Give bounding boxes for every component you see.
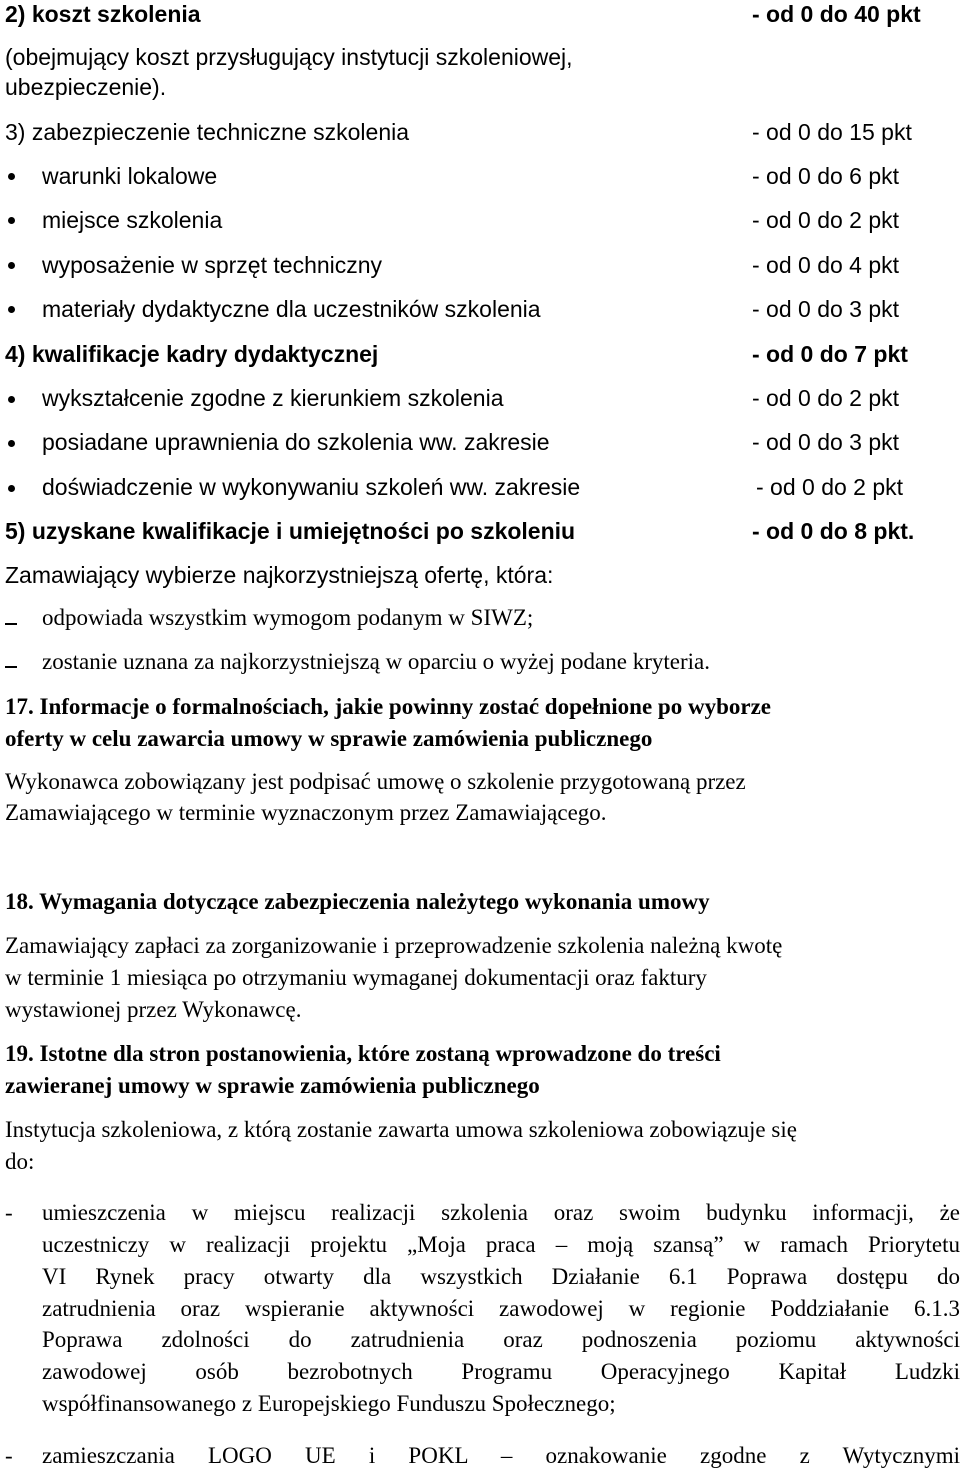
section-2-title: 2) koszt szkolenia <box>5 1 201 27</box>
section-2-note-cont: ubezpieczenie). <box>5 74 167 100</box>
section-3-title: 3) zabezpieczenie techniczne szkolenia <box>5 119 410 145</box>
bullet-icon <box>8 306 15 313</box>
section-19-intro-cont: do: <box>5 1149 35 1174</box>
criterion-label: miejsce szkolenia <box>42 207 223 233</box>
criterion-points: - od 0 do 2 pkt <box>752 385 900 411</box>
bullet-icon <box>8 173 15 180</box>
section-18-text: Zamawiający zapłaci za zorganizowanie i przeprowadzenie szkolenia należną kwotę <box>5 933 783 958</box>
section-4-points: - od 0 do 7 pkt <box>752 341 908 367</box>
criterion-label: wykształcenie zgodne z kierunkiem szkolenia <box>42 385 504 411</box>
obligation-text: Poprawa zdolności do zatrudnienia oraz podnoszenia poziomu aktywności <box>42 1327 960 1352</box>
obligation-text: współfinansowanego z Europejskiego Funduszu Społecznego; <box>42 1391 616 1416</box>
criterion-label: posiadane uprawnienia do szkolenia ww. zakresie <box>42 429 550 455</box>
selection-condition: odpowiada wszystkim wymogom podanym w SIWZ; <box>42 605 534 630</box>
criterion-points: - od 0 do 2 pkt <box>756 474 904 500</box>
section-18-heading: 18. Wymagania dotyczące zabezpieczenia należytego wykonania umowy <box>5 889 710 914</box>
section-17-heading-cont: oferty w celu zawarcia umowy w sprawie zamówienia publicznego <box>5 726 653 751</box>
criterion-label: doświadczenie w wykonywaniu szkoleń ww. zakresie <box>42 474 581 500</box>
section-3-points: - od 0 do 15 pkt <box>752 119 912 145</box>
criterion-points: - od 0 do 2 pkt <box>752 207 900 233</box>
selection-intro: Zamawiający wybierze najkorzystniejszą ofertę, która: <box>5 562 554 588</box>
bullet-icon <box>8 485 15 492</box>
section-17-text: Wykonawca zobowiązany jest podpisać umowę o szkolenie przygotowaną przez <box>5 769 746 794</box>
obligation-text: umieszczenia w miejscu realizacji szkolenia oraz swoim budynku informacji, że <box>42 1200 960 1225</box>
section-17-text-cont: Zamawiającego w terminie wyznaczonym przez Zamawiającego. <box>5 800 607 825</box>
section-5-points: - od 0 do 8 pkt. <box>752 518 915 544</box>
obligation-text: uczestniczy w realizacji projektu „Moja praca – moją szansą” w ramach Priorytetu <box>42 1232 960 1257</box>
criterion-points: - od 0 do 6 pkt <box>752 163 900 189</box>
criterion-points: - od 0 do 4 pkt <box>752 252 900 278</box>
obligation-text: zatrudnienia oraz wspieranie aktywności zawodowej w regionie Poddziałanie 6.1.3 <box>42 1296 960 1321</box>
section-18-text-cont: w terminie 1 miesiąca po otrzymaniu wymaganej dokumentacji oraz faktury <box>5 965 707 990</box>
hyphen-marker: - <box>5 1200 13 1225</box>
section-19-heading-cont: zawieranej umowy w sprawie zamówienia publicznego <box>5 1073 540 1098</box>
dash-icon <box>5 666 17 668</box>
bullet-icon <box>8 217 15 224</box>
section-2-note: (obejmujący koszt przysługujący instytucji szkoleniowej, <box>5 44 573 70</box>
criterion-label: wyposażenie w sprzęt techniczny <box>42 252 383 278</box>
selection-condition: zostanie uznana za najkorzystniejszą w oparciu o wyżej podane kryteria. <box>42 649 710 674</box>
criterion-label: materiały dydaktyczne dla uczestników szkolenia <box>42 296 541 322</box>
bullet-icon <box>8 262 15 269</box>
dash-icon <box>5 623 17 625</box>
obligation-text: zamieszczania LOGO UE i POKL – oznakowanie zgodne z Wytycznymi <box>42 1443 960 1468</box>
criterion-points: - od 0 do 3 pkt <box>752 296 900 322</box>
section-4-title: 4) kwalifikacje kadry dydaktycznej <box>5 341 379 367</box>
hyphen-marker: - <box>5 1443 13 1468</box>
section-19-intro: Instytucja szkoleniowa, z którą zostanie zawarta umowa szkoleniowa zobowiązuje się <box>5 1117 797 1142</box>
section-2-points: - od 0 do 40 pkt <box>752 1 921 27</box>
section-18-text-cont: wystawionej przez Wykonawcę. <box>5 997 302 1022</box>
bullet-icon <box>8 396 15 403</box>
bullet-icon <box>8 440 15 447</box>
section-17-heading: 17. Informacje o formalnościach, jakie powinny zostać dopełnione po wyborze <box>5 694 771 719</box>
obligation-text: VI Rynek pracy otwarty dla wszystkich Działanie 6.1 Poprawa dostępu do <box>42 1264 960 1289</box>
section-5-title: 5) uzyskane kwalifikacje i umiejętności po szkoleniu <box>5 518 576 544</box>
criterion-label: warunki lokalowe <box>42 163 218 189</box>
criterion-points: - od 0 do 3 pkt <box>752 429 900 455</box>
obligation-text: zawodowej osób bezrobotnych Programu Operacyjnego Kapitał Ludzki <box>42 1359 960 1384</box>
section-19-heading: 19. Istotne dla stron postanowienia, które zostaną wprowadzone do treści <box>5 1041 721 1066</box>
